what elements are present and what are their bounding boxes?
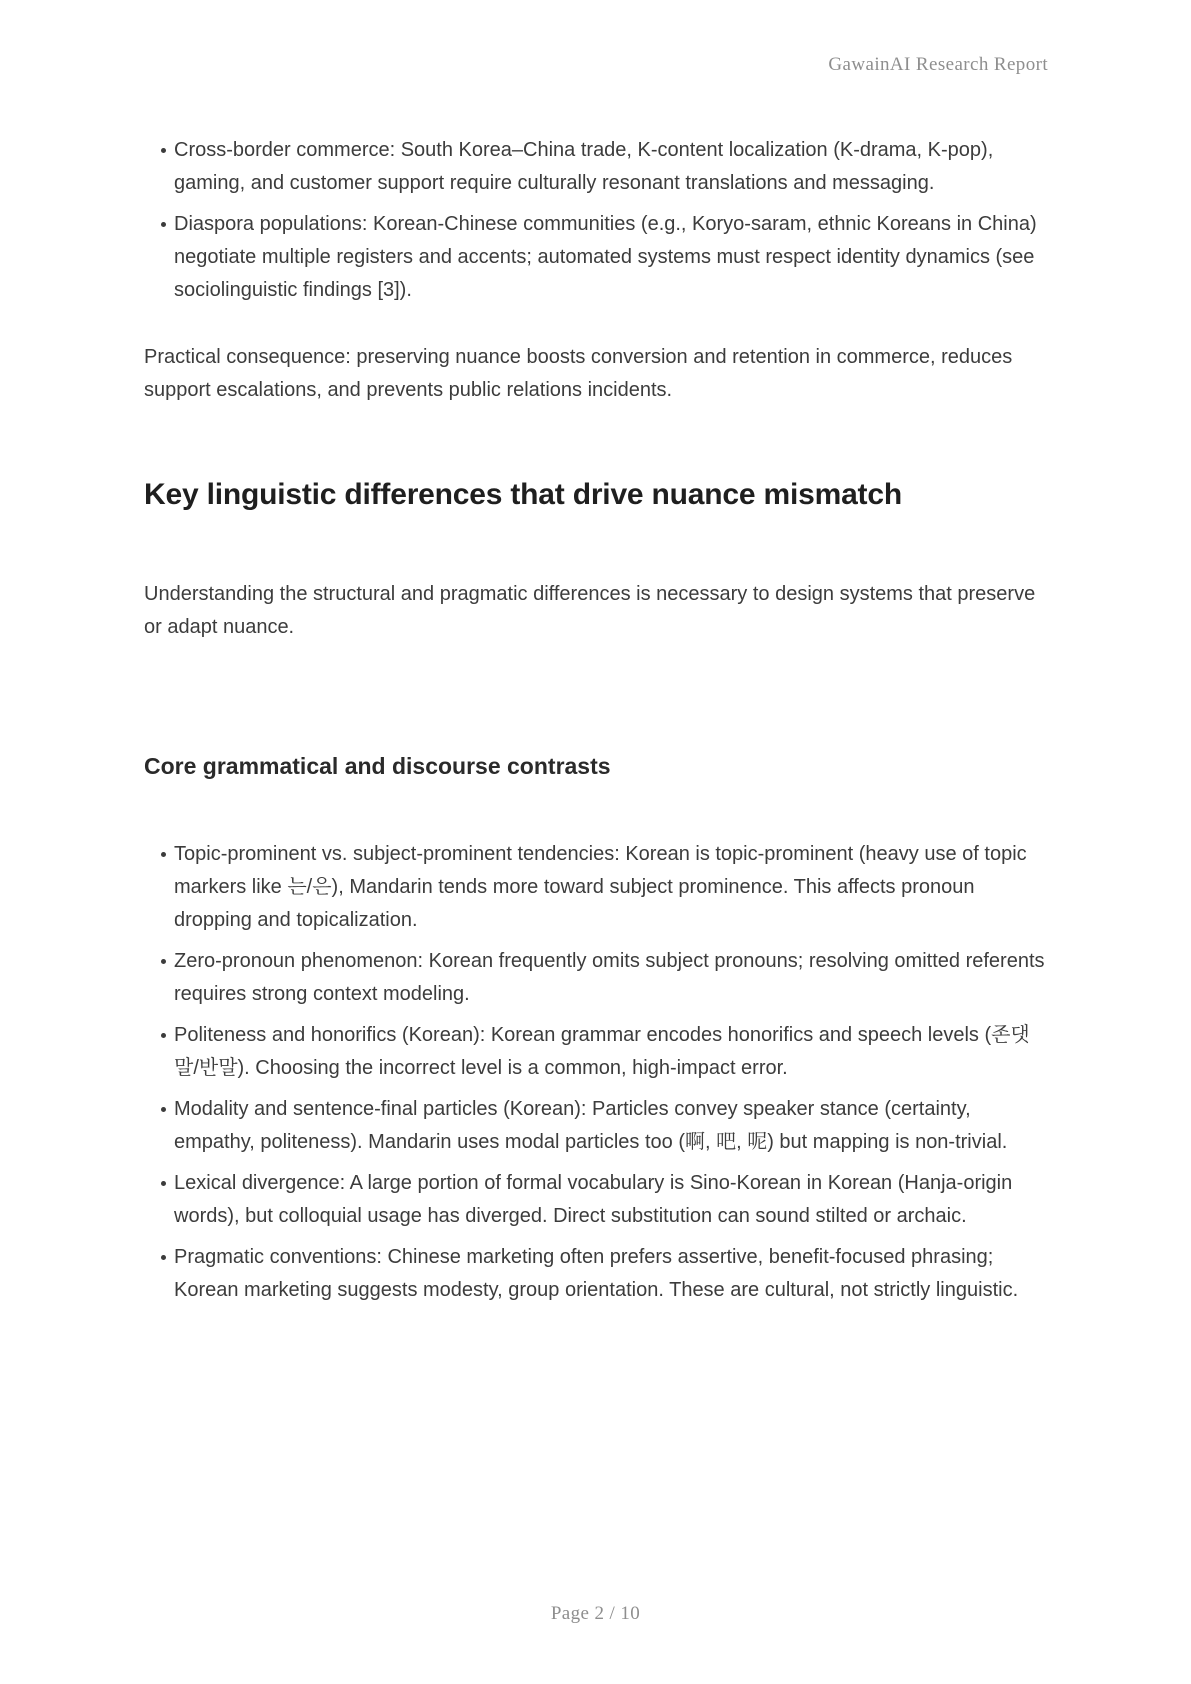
page-number: Page 2 / 10	[550, 1603, 641, 1624]
list-item	[144, 134, 1049, 200]
bullet-icon	[161, 1033, 166, 1038]
bullet-icon	[161, 1181, 166, 1186]
section-intro-block	[144, 578, 1049, 644]
bullet-icon	[161, 959, 166, 964]
contrast-bullet-list	[144, 838, 1049, 1307]
bullet-icon	[161, 1107, 166, 1112]
report-header-title: GawainAI Research Report	[828, 54, 1048, 75]
practical-consequence-paragraph: Practical consequence: preserving nuance boosts conversion and retention in commerce, reduces support escalations, and prevents public relations incidents.	[144, 346, 1013, 401]
bullet-icon	[161, 1255, 166, 1260]
intro-bullet-list	[144, 134, 1049, 307]
list-item	[144, 1167, 1049, 1233]
subsection-heading: Core grammatical and discourse contrasts	[144, 753, 611, 779]
list-item-text: Pragmatic conventions: Chinese marketing often prefers assertive, benefit-focused phrasing; Korean marketing suggests modesty, group orientation. These are cultural, not strictly linguistic.	[174, 1246, 1019, 1301]
list-item	[144, 1019, 1049, 1085]
section-intro-paragraph: Understanding the structural and pragmatic differences is necessary to design systems that preserve or adapt nuance.	[144, 583, 1036, 638]
list-item	[144, 945, 1049, 1011]
list-item	[144, 1093, 1049, 1159]
practical-consequence-block	[144, 341, 1049, 407]
list-item	[144, 208, 1049, 307]
list-item	[144, 838, 1049, 937]
list-item-text: Topic-prominent vs. subject-prominent tendencies: Korean is topic-prominent (heavy use of topic markers like 는/은), Mandarin tends more toward subject prominence. This affects pronoun dropping and topicalization.	[174, 843, 1027, 931]
bullet-icon	[161, 222, 166, 227]
list-item-text: Lexical divergence: A large portion of formal vocabulary is Sino-Korean in Korean (Hanja-origin words), but colloquial usage has diverged. Direct substitution can sound stilted or archaic.	[174, 1172, 1013, 1227]
bullet-icon	[161, 852, 166, 857]
list-item-text: Politeness and honorifics (Korean): Korean grammar encodes honorifics and speech levels (존댓말/반말). Choosing the incorrect level is a common, high-impact error.	[174, 1024, 1030, 1079]
list-item-text: Diaspora populations: Korean-Chinese communities (e.g., Koryo-saram, ethnic Koreans in China) negotiate multiple registers and accents; automated systems must respect identity dynamics (see sociolinguistic findings [3]).	[174, 213, 1037, 301]
bullet-icon	[161, 148, 166, 153]
intro-bullet-list-block	[144, 134, 1049, 307]
section-heading-block	[144, 477, 1049, 513]
list-item-text: Cross-border commerce: South Korea–China trade, K-content localization (K-drama, K-pop), gaming, and customer support require culturally resonant translations and messaging.	[174, 139, 994, 194]
subsection-heading-block	[144, 751, 1049, 781]
section-heading: Key linguistic differences that drive nuance mismatch	[144, 478, 902, 511]
contrast-bullet-list-block	[144, 838, 1049, 1307]
list-item-text: Zero-pronoun phenomenon: Korean frequently omits subject pronouns; resolving omitted referents requires strong context modeling.	[174, 950, 1045, 1005]
list-item-text: Modality and sentence-final particles (Korean): Particles convey speaker stance (certainty, empathy, politeness). Mandarin uses modal particles too (啊, 吧, 呢) but mapping is non-trivial.	[174, 1098, 1008, 1153]
list-item	[144, 1241, 1049, 1307]
